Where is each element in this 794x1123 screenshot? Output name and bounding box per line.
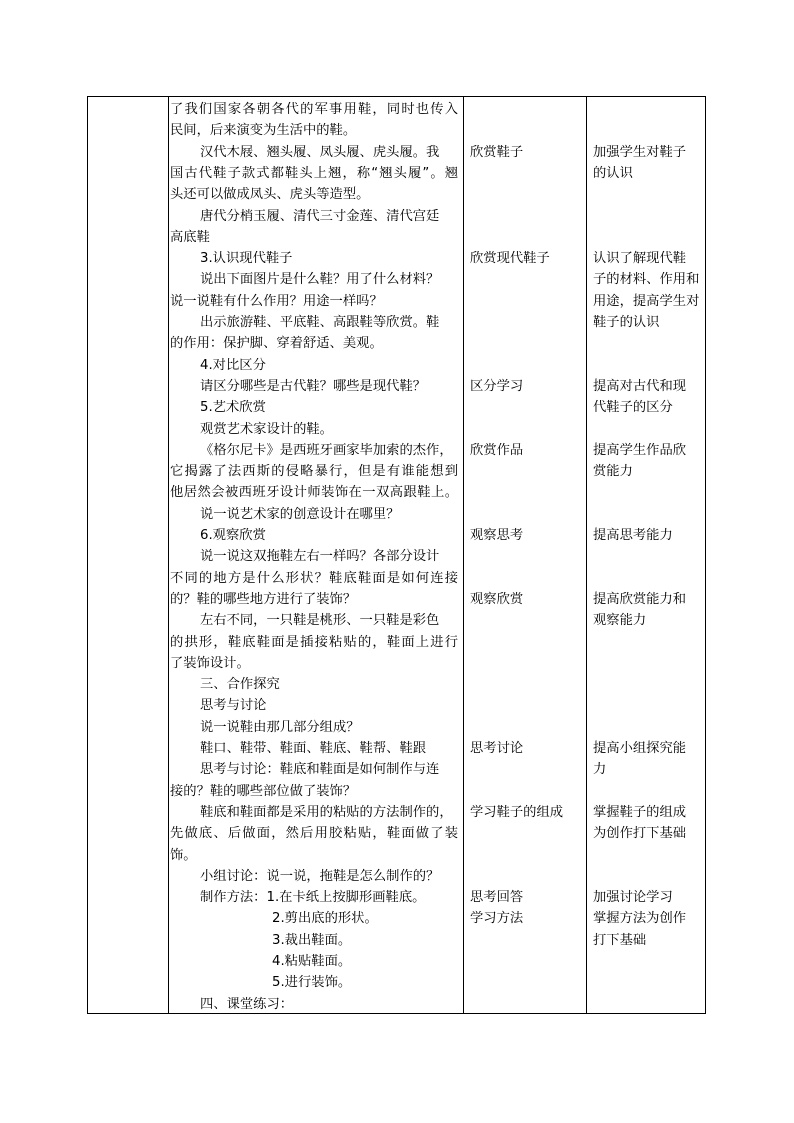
content-line: 高底鞋 <box>170 229 210 245</box>
content-line: 观赏艺术家设计的鞋。 <box>200 421 333 437</box>
content-line: 小组讨论：说一说，拖鞋是怎么制作的？ <box>200 868 440 884</box>
student-activity-text: 欣赏作品 <box>470 442 524 458</box>
design-intent-text: 力 <box>593 762 607 778</box>
content-line: 汉代木屐、翘头履、凤头履、虎头履。我 <box>200 144 440 160</box>
content-line: 了我们国家各朝各代的军事用鞋，同时也传入 <box>170 102 458 117</box>
content-line: 他居然会被西班牙设计师装饰在一双高跟鞋上。 <box>170 485 458 501</box>
content-line: 接的？鞋的哪些部位做了装饰？ <box>170 783 357 799</box>
student-activity-column <box>470 97 586 1013</box>
content-line: 思考与讨论：鞋底和鞋面是如何制作与连 <box>200 762 440 778</box>
content-line: 先做底、后做面，然后用胶粘贴，鞋面做了装 <box>170 826 458 842</box>
content-line: 5.进行装饰。 <box>272 975 352 991</box>
content-line: 四、课堂练习： <box>200 996 294 1012</box>
content-line: 5.艺术欣赏 <box>200 400 266 416</box>
content-line: 不同的地方是什么形状？鞋底鞋面是如何连接 <box>170 570 458 586</box>
content-line: 民间，后来演变为生活中的鞋。 <box>170 123 357 139</box>
content-line: 左右不同，一只鞋是桃形、一只鞋是彩色 <box>200 613 440 629</box>
content-line: 国古代鞋子款式都鞋头上翘，称“翘头履”。翘 <box>170 165 458 181</box>
content-line: 2.剪出底的形状。 <box>272 911 378 927</box>
content-line: 鞋口、鞋带、鞋面、鞋底、鞋帮、鞋跟 <box>200 741 427 756</box>
design-intent-text: 代鞋子的区分 <box>593 400 673 416</box>
design-intent-text: 观察能力 <box>593 613 647 629</box>
content-line: 三、合作探究 <box>200 677 280 693</box>
design-intent-text: 的认识 <box>593 165 633 181</box>
content-line: 说一说这双拖鞋左右一样吗？各部分设计 <box>200 549 440 565</box>
design-intent-text: 为创作打下基础 <box>593 826 687 842</box>
design-intent-text: 加强讨论学习 <box>593 890 673 906</box>
student-activity-text: 观察思考 <box>470 528 524 543</box>
content-line: 的拱形，鞋底鞋面是插接粘贴的，鞋面上进行 <box>170 634 458 650</box>
content-line: 饰。 <box>170 847 197 863</box>
content-line: 了装饰设计。 <box>170 655 250 671</box>
student-activity-text: 观察欣赏 <box>470 591 524 607</box>
student-activity-text: 学习方法 <box>470 911 524 927</box>
content-line: 鞋底和鞋面都是采用的粘贴的方法制作的， <box>200 804 453 820</box>
student-activity-text: 欣赏现代鞋子 <box>470 251 550 267</box>
content-line: 说出下面图片是什么鞋？用了什么材料？ <box>200 272 440 288</box>
design-intent-text: 子的材料、作用和 <box>593 272 700 288</box>
column-divider <box>586 97 587 1013</box>
student-activity-text: 思考讨论 <box>470 741 524 756</box>
content-line: 的作用：保护脚、穿着舒适、美观。 <box>170 336 383 352</box>
design-intent-text: 提高思考能力 <box>593 528 673 543</box>
design-intent-text: 用途，提高学生对 <box>593 293 700 309</box>
student-activity-text: 学习鞋子的组成 <box>470 804 564 820</box>
design-intent-text: 打下基础 <box>593 932 647 948</box>
content-line: 的？鞋的哪些地方进行了装饰？ <box>170 591 357 607</box>
design-intent-column <box>593 97 705 1013</box>
student-activity-text: 欣赏鞋子 <box>470 144 524 160</box>
content-line: 说一说鞋由那几部分组成？ <box>200 719 360 735</box>
design-intent-text: 掌握方法为创作 <box>593 911 687 927</box>
design-intent-text: 鞋子的认识 <box>593 315 660 330</box>
design-intent-text: 提高学生作品欣 <box>593 442 687 458</box>
column-divider <box>168 97 169 1013</box>
content-line: 制作方法：1.在卡纸上按脚形画鞋底。 <box>200 890 426 906</box>
content-line: 6.观察欣赏 <box>200 528 266 543</box>
content-line: 3.裁出鞋面。 <box>272 932 352 948</box>
student-activity-text: 思考回答 <box>470 890 524 906</box>
design-intent-text: 认识了解现代鞋 <box>593 251 687 267</box>
content-line: 4.对比区分 <box>200 357 266 373</box>
column-divider <box>463 97 464 1013</box>
student-activity-text: 区分学习 <box>470 378 524 394</box>
design-intent-text: 赏能力 <box>593 464 633 480</box>
design-intent-text: 加强学生对鞋子 <box>593 144 687 160</box>
content-line: 它揭露了法西斯的侵略暴行，但是有谁能想到 <box>170 464 458 480</box>
design-intent-text: 掌握鞋子的组成 <box>593 804 687 820</box>
content-line: 出示旅游鞋、平底鞋、高跟鞋等欣赏。鞋 <box>200 315 440 330</box>
content-line: 头还可以做成凤头、虎头等造型。 <box>170 187 370 203</box>
content-line: 说一说鞋有什么作用？用途一样吗？ <box>170 293 383 309</box>
lesson-plan-table <box>87 96 706 1014</box>
content-line: 思考与讨论 <box>200 698 267 714</box>
design-intent-text: 提高对古代和现 <box>593 378 687 394</box>
content-line: 《格尔尼卡》是西班牙画家毕加索的杰作， <box>200 442 453 458</box>
content-line: 3.认识现代鞋子 <box>200 251 293 267</box>
content-line: 说一说艺术家的创意设计在哪里？ <box>200 506 400 522</box>
content-line: 请区分哪些是古代鞋？哪些是现代鞋？ <box>200 378 427 394</box>
teaching-content-column <box>170 97 462 1013</box>
design-intent-text: 提高欣赏能力和 <box>593 591 687 607</box>
design-intent-text: 提高小组探究能 <box>593 741 687 756</box>
content-line: 唐代分梢玉履、清代三寸金莲、清代宫廷 <box>200 208 440 224</box>
content-line: 4.粘贴鞋面。 <box>272 954 352 969</box>
